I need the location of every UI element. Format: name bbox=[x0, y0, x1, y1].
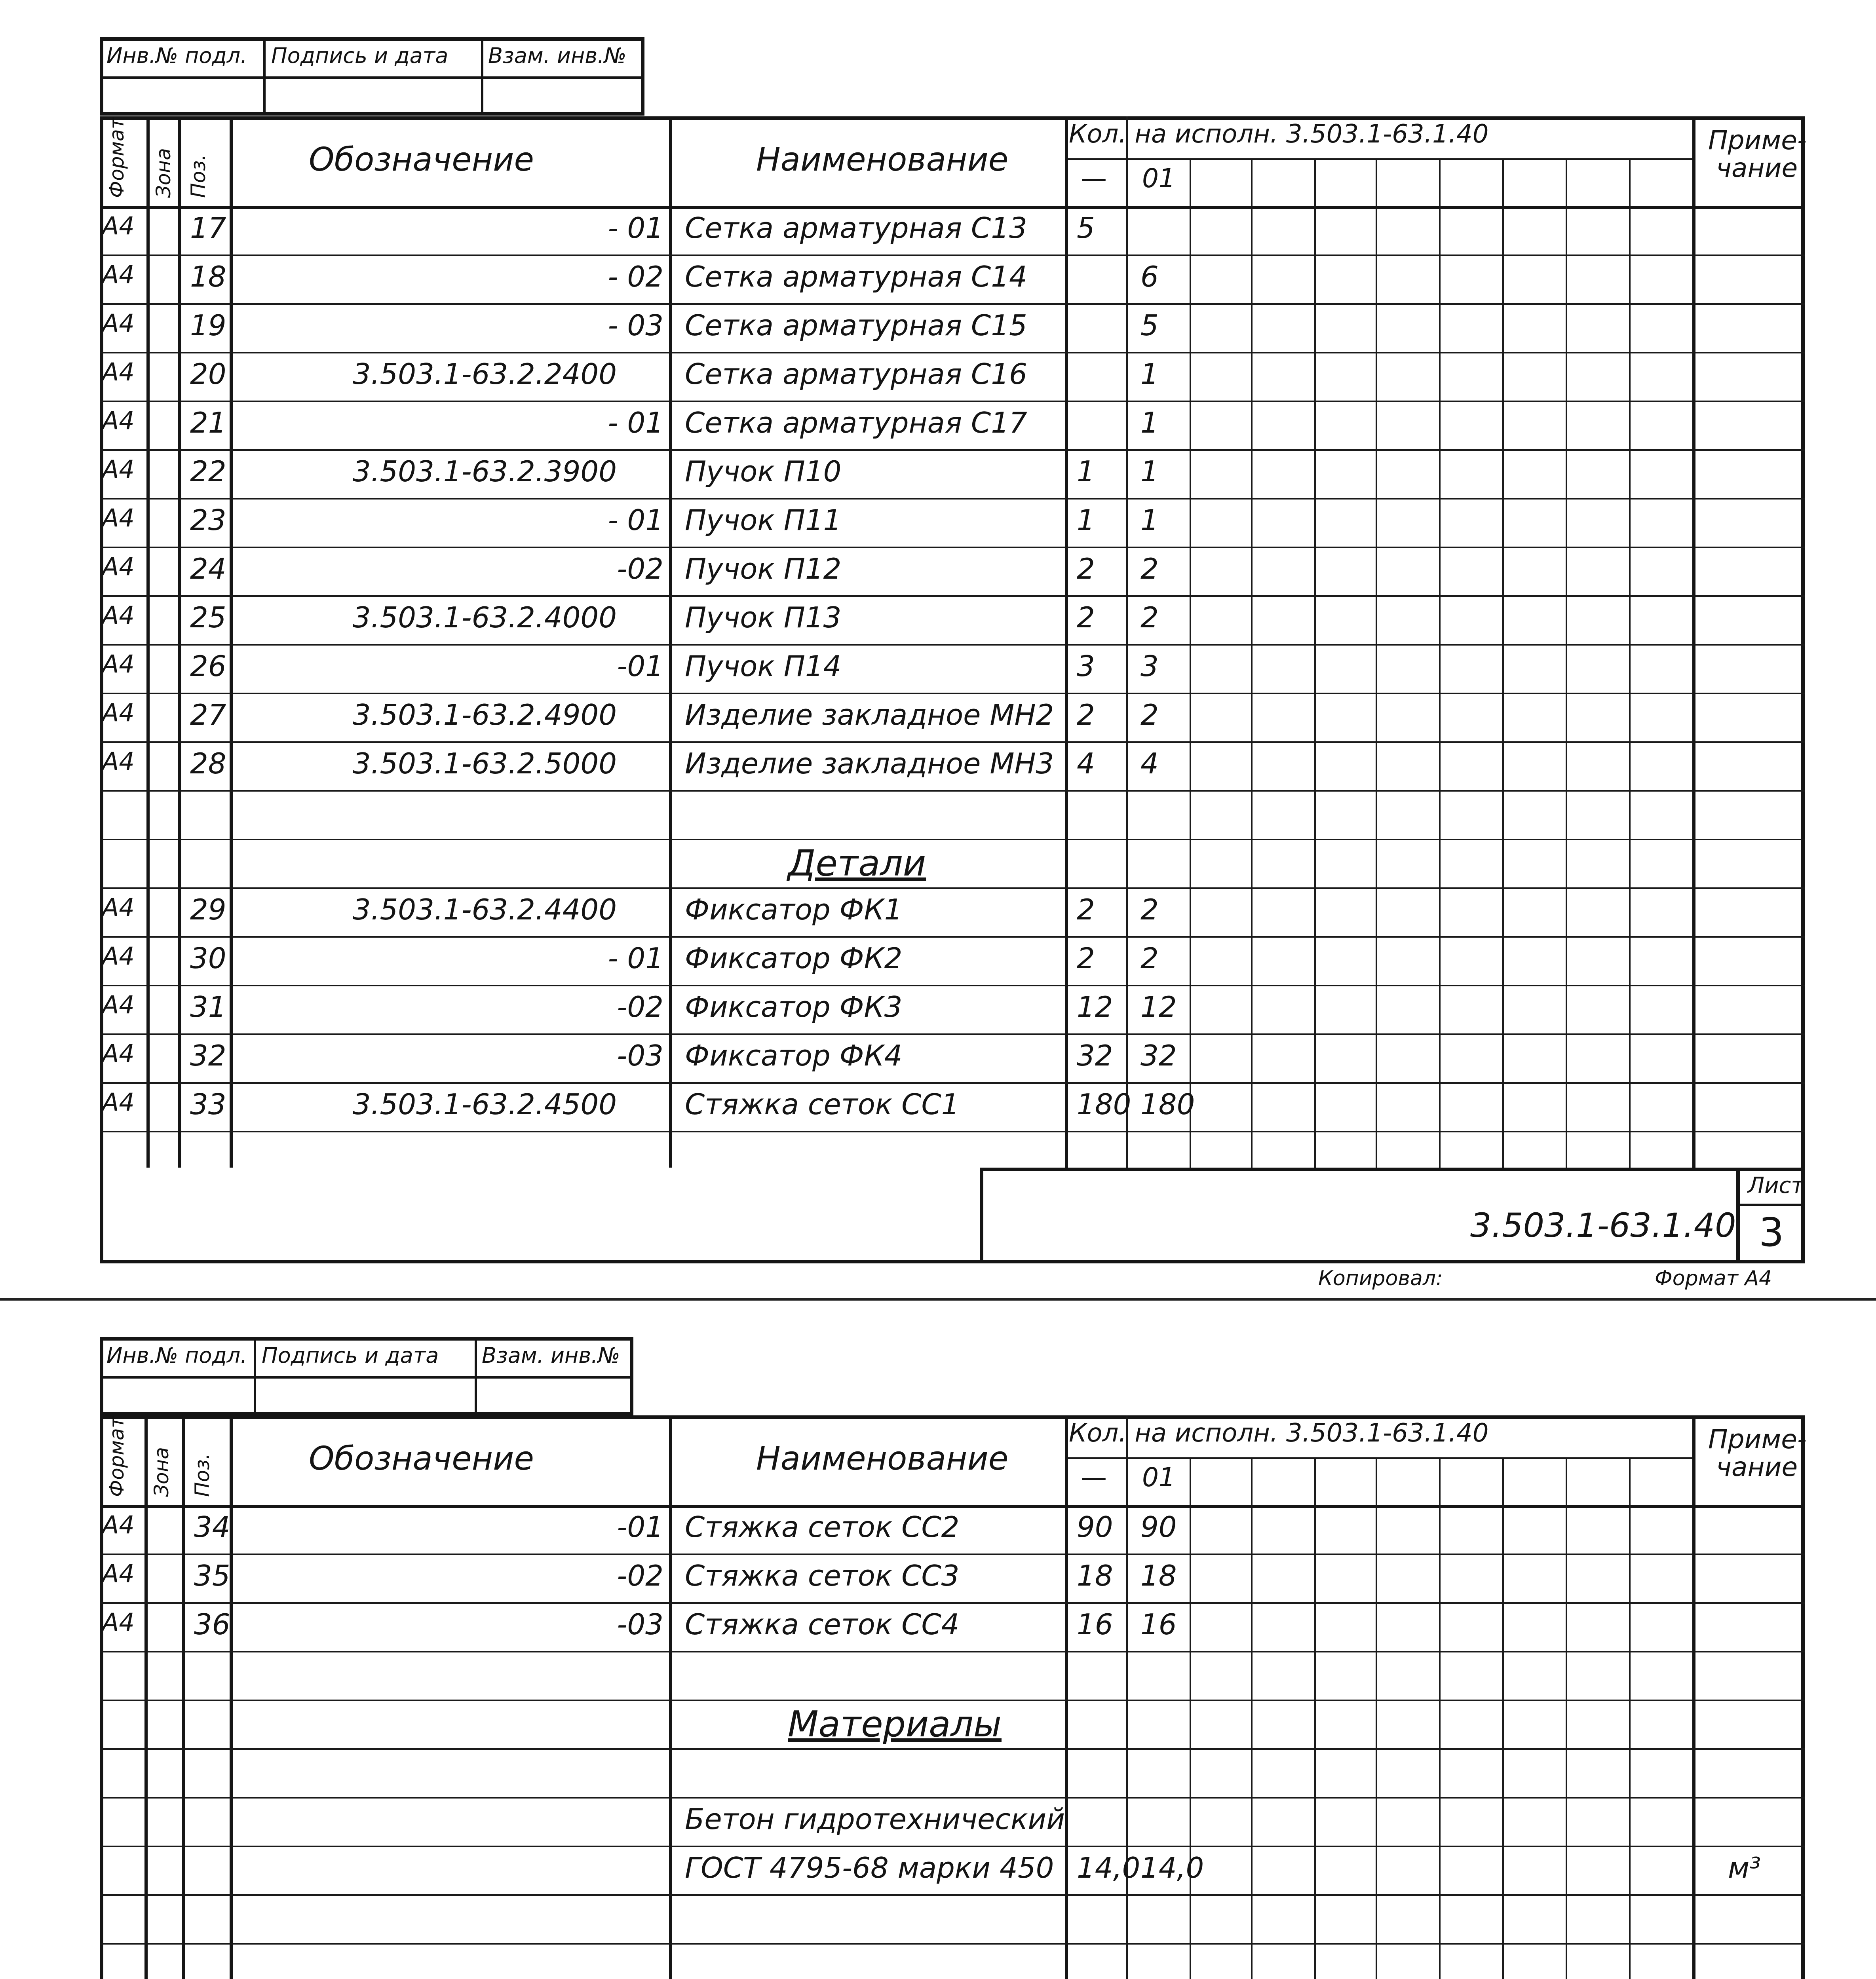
cell-naimenovanie: Пучок П14 bbox=[685, 650, 842, 683]
cell-naimenovanie: Изделие закладное МН2 bbox=[685, 698, 1054, 731]
cell-qty-01: 16 bbox=[1140, 1608, 1177, 1641]
cell-qty-01: 180 bbox=[1140, 1088, 1195, 1121]
row-line bbox=[100, 547, 1805, 548]
row-line bbox=[100, 401, 1805, 402]
row-line bbox=[100, 936, 1805, 938]
cell-qty-01: 1 bbox=[1140, 357, 1159, 391]
cell-naimenovanie: Пучок П13 bbox=[685, 601, 842, 634]
header-poz: Поз. bbox=[191, 1453, 214, 1497]
stamp-podpis: Подпись и дата bbox=[262, 1343, 439, 1368]
header-oboznachenie: Обозначение bbox=[309, 141, 534, 179]
qty-subheader-line bbox=[1065, 1457, 1692, 1459]
column-line bbox=[1566, 1457, 1567, 1979]
column-line bbox=[146, 116, 150, 1168]
cell-qty-base: 1 bbox=[1077, 503, 1095, 537]
cell-naimenovanie: Бетон гидротехнический bbox=[685, 1802, 1065, 1836]
cell-naimenovanie: Сетка арматурная С16 bbox=[685, 357, 1027, 391]
cell-naimenovanie: Стяжка сеток СС1 bbox=[685, 1088, 960, 1121]
cell-poz: 17 bbox=[190, 211, 226, 245]
column-line bbox=[1439, 1457, 1441, 1979]
cell-qty-01: 14,0 bbox=[1140, 1851, 1204, 1884]
cell-oboznachenie: 3.503.1-63.2.3900 bbox=[352, 455, 617, 488]
cell-oboznachenie: 3.503.1-63.2.4900 bbox=[352, 698, 617, 731]
row-line bbox=[100, 1651, 1805, 1652]
cell-qty-01: 12 bbox=[1140, 990, 1177, 1024]
cell-poz: 18 bbox=[190, 260, 226, 293]
cell-qty-01: 2 bbox=[1140, 698, 1159, 731]
cell-oboznachenie: - 01 bbox=[608, 406, 663, 439]
row-line bbox=[100, 1700, 1805, 1701]
cell-qty-01: 32 bbox=[1140, 1039, 1177, 1072]
cell-oboznachenie: -02 bbox=[617, 552, 663, 585]
cell-oboznachenie: -02 bbox=[617, 990, 663, 1024]
cell-qty-base: 4 bbox=[1077, 747, 1095, 780]
cell-qty-base: 2 bbox=[1077, 552, 1095, 585]
sheet-number-box bbox=[1736, 1171, 1804, 1260]
cell-format: A4 bbox=[102, 1559, 135, 1588]
row-line bbox=[100, 449, 1805, 451]
cell-format: A4 bbox=[102, 552, 135, 581]
row-line bbox=[100, 1554, 1805, 1555]
cell-naimenovanie: Стяжка сеток СС3 bbox=[685, 1559, 960, 1592]
doc-code: 3.503.1-63.1.40 bbox=[1470, 1206, 1736, 1245]
cell-format: A4 bbox=[102, 1039, 135, 1068]
cell-format: A4 bbox=[102, 503, 135, 532]
cell-poz: 26 bbox=[190, 650, 226, 683]
cell-poz: 32 bbox=[190, 1039, 226, 1072]
row-line bbox=[100, 1943, 1805, 1945]
cell-poz: 27 bbox=[190, 698, 226, 731]
cell-poz: 36 bbox=[194, 1608, 230, 1641]
cell-format: A4 bbox=[102, 1088, 135, 1117]
cell-oboznachenie: -03 bbox=[617, 1608, 663, 1641]
cell-poz: 28 bbox=[190, 747, 226, 780]
format-label: Формат А4 bbox=[1655, 1267, 1772, 1290]
row-line bbox=[100, 1602, 1805, 1604]
cell-format: A4 bbox=[102, 893, 135, 922]
cell-naimenovanie: Фиксатор ФК2 bbox=[685, 942, 903, 975]
cell-qty-base: 12 bbox=[1077, 990, 1113, 1024]
cell-poz: 30 bbox=[190, 942, 226, 975]
cell-poz: 34 bbox=[194, 1510, 230, 1544]
section-title: Материалы bbox=[788, 1704, 1002, 1745]
column-line bbox=[1251, 158, 1253, 1168]
header-oboznachenie: Обозначение bbox=[309, 1440, 534, 1478]
cell-qty-base: 18 bbox=[1077, 1559, 1113, 1592]
section-title: Детали bbox=[788, 843, 926, 884]
cell-format: A4 bbox=[102, 455, 135, 484]
sheet-4 bbox=[0, 1299, 1876, 1979]
row-line bbox=[100, 1131, 1805, 1132]
column-line bbox=[230, 116, 233, 1168]
cell-format: A4 bbox=[102, 357, 135, 386]
header-primechanie-2: чание bbox=[1716, 153, 1798, 183]
cell-naimenovanie: Пучок П12 bbox=[685, 552, 842, 585]
cell-qty-base: 2 bbox=[1077, 942, 1095, 975]
header-poz: Поз. bbox=[187, 154, 210, 198]
header-naimenovanie: Наименование bbox=[756, 141, 1009, 179]
cell-format: A4 bbox=[102, 990, 135, 1019]
list-label: Лист bbox=[1748, 1173, 1804, 1198]
stamp-podpis: Подпись и дата bbox=[271, 43, 449, 68]
row-line bbox=[100, 1797, 1805, 1799]
column-line bbox=[1376, 1457, 1377, 1979]
column-line bbox=[1190, 158, 1191, 1168]
header-format: Формат bbox=[105, 1417, 128, 1497]
stamp-inv-podl: Инв.№ подл. bbox=[106, 1343, 247, 1368]
cell-oboznachenie: -03 bbox=[617, 1039, 663, 1072]
cell-naimenovanie: Сетка арматурная С14 bbox=[685, 260, 1027, 293]
cell-oboznachenie: - 02 bbox=[608, 260, 663, 293]
row-line bbox=[100, 985, 1805, 986]
cell-qty-base: 2 bbox=[1077, 893, 1095, 926]
cell-qty-base: 16 bbox=[1077, 1608, 1113, 1641]
row-line bbox=[100, 644, 1805, 646]
header-col-01: 01 bbox=[1142, 163, 1175, 194]
cell-qty-base: 3 bbox=[1077, 650, 1095, 683]
row-line bbox=[100, 1033, 1805, 1035]
cell-oboznachenie: - 01 bbox=[608, 503, 663, 537]
title-block-3 bbox=[980, 1168, 1805, 1263]
header-col-01: 01 bbox=[1142, 1462, 1175, 1493]
cell-poz: 24 bbox=[190, 552, 226, 585]
row-line bbox=[100, 1846, 1805, 1847]
cell-poz: 33 bbox=[190, 1088, 226, 1121]
header-bottom-line bbox=[100, 206, 1805, 209]
cell-qty-base: 2 bbox=[1077, 601, 1095, 634]
list-number: 3 bbox=[1759, 1209, 1784, 1255]
cell-oboznachenie: 3.503.1-63.2.4000 bbox=[352, 601, 617, 634]
cell-poz: 20 bbox=[190, 357, 226, 391]
cell-naimenovanie: Сетка арматурная С17 bbox=[685, 406, 1027, 439]
header-bottom-line bbox=[100, 1505, 1805, 1508]
cell-poz: 25 bbox=[190, 601, 226, 634]
cell-qty-base: 2 bbox=[1077, 698, 1095, 731]
cell-oboznachenie: 3.503.1-63.2.5000 bbox=[352, 747, 617, 780]
cell-qty-01: 2 bbox=[1140, 601, 1159, 634]
cell-qty-base: 5 bbox=[1077, 211, 1095, 245]
header-zona: Зона bbox=[150, 1447, 173, 1497]
cell-naimenovanie: Фиксатор ФК1 bbox=[685, 893, 903, 926]
cell-format: A4 bbox=[102, 1608, 135, 1637]
cell-qty-01: 1 bbox=[1140, 503, 1159, 537]
cell-oboznachenie: -01 bbox=[617, 650, 663, 683]
cell-qty-01: 5 bbox=[1140, 309, 1159, 342]
cell-qty-01: 2 bbox=[1140, 942, 1159, 975]
row-line bbox=[100, 1748, 1805, 1750]
cell-poz: 22 bbox=[190, 455, 226, 488]
stamp-vzam: Взам. инв.№ bbox=[488, 43, 627, 68]
column-line bbox=[1502, 1457, 1504, 1979]
cell-format: A4 bbox=[102, 211, 135, 240]
cell-format: A4 bbox=[102, 942, 135, 971]
column-line bbox=[669, 116, 672, 1168]
column-line bbox=[1439, 158, 1441, 1168]
cell-naimenovanie: Пучок П11 bbox=[685, 503, 842, 537]
row-line bbox=[100, 303, 1805, 305]
column-line bbox=[1190, 1457, 1191, 1979]
row-line bbox=[100, 1894, 1805, 1896]
cell-naimenovanie: Фиксатор ФК4 bbox=[685, 1039, 903, 1072]
cell-format: A4 bbox=[102, 260, 135, 289]
column-line bbox=[1376, 158, 1377, 1168]
column-line bbox=[1251, 1457, 1253, 1979]
row-line bbox=[100, 887, 1805, 889]
cell-naimenovanie: Изделие закладное МН3 bbox=[685, 747, 1054, 780]
column-line bbox=[1314, 1457, 1316, 1979]
row-line bbox=[100, 254, 1805, 256]
header-primechanie-1: Приме- bbox=[1708, 1424, 1807, 1455]
cell-qty-01: 1 bbox=[1140, 455, 1159, 488]
cell-qty-base: 14,0 bbox=[1077, 1851, 1140, 1884]
cell-qty-base: 1 bbox=[1077, 455, 1095, 488]
cell-primechanie: м³ bbox=[1728, 1851, 1761, 1884]
cell-poz: 21 bbox=[190, 406, 226, 439]
stamp-vzam: Взам. инв.№ bbox=[482, 1343, 620, 1368]
row-line bbox=[100, 741, 1805, 743]
cell-naimenovanie: ГОСТ 4795-68 марки 450 bbox=[685, 1851, 1054, 1884]
qty-subheader-line bbox=[1065, 158, 1692, 160]
cell-qty-01: 1 bbox=[1140, 406, 1159, 439]
row-line bbox=[100, 498, 1805, 499]
row-line bbox=[100, 352, 1805, 353]
cell-format: A4 bbox=[102, 698, 135, 727]
column-line bbox=[1629, 1457, 1631, 1979]
row-line bbox=[100, 595, 1805, 597]
header-kol-na-ispoln: Кол. на исполн. 3.503.1-63.1.40 bbox=[1069, 1419, 1489, 1448]
row-line bbox=[100, 839, 1805, 840]
cell-format: A4 bbox=[102, 650, 135, 678]
kopiroval-label: Копировал: bbox=[1318, 1267, 1443, 1290]
approval-stamp bbox=[100, 37, 644, 116]
row-line bbox=[100, 693, 1805, 694]
cell-qty-01: 3 bbox=[1140, 650, 1159, 683]
stamp-inv-podl: Инв.№ подл. bbox=[106, 43, 247, 68]
cell-qty-01: 18 bbox=[1140, 1559, 1177, 1592]
cell-naimenovanie: Сетка арматурная С13 bbox=[685, 211, 1027, 245]
cell-oboznachenie: - 01 bbox=[608, 211, 663, 245]
cell-format: A4 bbox=[102, 1510, 135, 1539]
cell-qty-01: 2 bbox=[1140, 893, 1159, 926]
approval-stamp bbox=[100, 1337, 633, 1415]
cell-oboznachenie: -01 bbox=[617, 1510, 663, 1544]
row-line bbox=[100, 1082, 1805, 1084]
cell-format: A4 bbox=[102, 406, 135, 435]
cell-oboznachenie: - 01 bbox=[608, 942, 663, 975]
cell-oboznachenie: 3.503.1-63.2.2400 bbox=[352, 357, 617, 391]
cell-oboznachenie: 3.503.1-63.2.4400 bbox=[352, 893, 617, 926]
column-line bbox=[1566, 158, 1567, 1168]
cell-qty-base: 180 bbox=[1077, 1088, 1131, 1121]
cell-format: A4 bbox=[102, 747, 135, 776]
cell-format: A4 bbox=[102, 601, 135, 630]
cell-qty-01: 4 bbox=[1140, 747, 1159, 780]
column-line bbox=[1314, 158, 1316, 1168]
column-line bbox=[1629, 158, 1631, 1168]
header-col-dash: — bbox=[1081, 1462, 1107, 1493]
header-zona: Зона bbox=[152, 148, 175, 198]
header-kol-na-ispoln: Кол. на исполн. 3.503.1-63.1.40 bbox=[1069, 120, 1489, 149]
cell-qty-01: 2 bbox=[1140, 552, 1159, 585]
cell-qty-01: 90 bbox=[1140, 1510, 1177, 1544]
cell-poz: 35 bbox=[194, 1559, 230, 1592]
cell-naimenovanie: Стяжка сеток СС4 bbox=[685, 1608, 960, 1641]
header-format: Формат bbox=[105, 118, 128, 198]
cell-naimenovanie: Пучок П10 bbox=[685, 455, 842, 488]
cell-format: A4 bbox=[102, 309, 135, 338]
cell-qty-base: 90 bbox=[1077, 1510, 1113, 1544]
column-line bbox=[1692, 116, 1695, 1168]
cell-oboznachenie: - 03 bbox=[608, 309, 663, 342]
cell-poz: 31 bbox=[190, 990, 226, 1024]
header-primechanie-1: Приме- bbox=[1708, 125, 1807, 156]
column-line bbox=[1502, 158, 1504, 1168]
cell-naimenovanie: Фиксатор ФК3 bbox=[685, 990, 903, 1024]
cell-qty-01: 6 bbox=[1140, 260, 1159, 293]
cell-oboznachenie: 3.503.1-63.2.4500 bbox=[352, 1088, 617, 1121]
row-line bbox=[100, 790, 1805, 792]
cell-oboznachenie: -02 bbox=[617, 1559, 663, 1592]
header-primechanie-2: чание bbox=[1716, 1452, 1798, 1482]
header-naimenovanie: Наименование bbox=[756, 1440, 1009, 1478]
cell-qty-base: 32 bbox=[1077, 1039, 1113, 1072]
cell-poz: 29 bbox=[190, 893, 226, 926]
column-line bbox=[1126, 116, 1128, 1168]
cell-naimenovanie: Стяжка сеток СС2 bbox=[685, 1510, 960, 1544]
header-col-dash: — bbox=[1081, 163, 1107, 194]
column-line bbox=[178, 116, 181, 1168]
cell-naimenovanie: Сетка арматурная С15 bbox=[685, 309, 1027, 342]
cell-poz: 23 bbox=[190, 503, 226, 537]
column-line bbox=[1065, 116, 1068, 1168]
cell-poz: 19 bbox=[190, 309, 226, 342]
